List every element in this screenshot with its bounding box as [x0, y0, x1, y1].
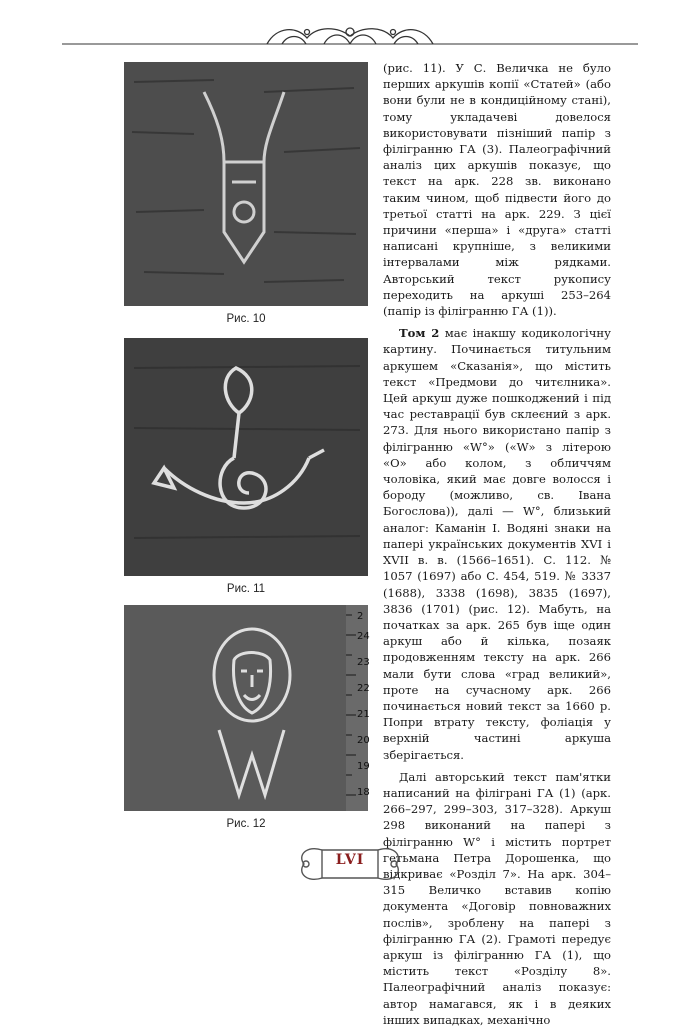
figure-11-photo: [124, 338, 368, 576]
ruler-mark: 23: [357, 657, 370, 668]
volume-2-heading: Том 2: [399, 326, 440, 341]
ruler-mark: 18: [357, 787, 370, 798]
watermark-face-w-icon: [124, 605, 368, 811]
header-ornament: [62, 18, 638, 58]
paragraph-2-text: має інакшу кодикологічну картину. Починається титульним аркушем «Сказанія», що містить текст «Предмови до читєлника». Цей аркуш дуже пошкоджений і під час реставрації був склеєний з арк. 273. Для нього використано папір з філігранню «W°» («W» з літерою «O» або колом, з обличчям чоловіка, який має довге волосся і бороду (можливо, св. Івана Богослова)), далі — W°, близький аналог: Каманін І. Водяні знаки на папері українських документів XVI і XVII в. в. (1566–1651). С. 112. № 1057 (1697) або С. 454, 519. № 3337 (1688), 3338 (1698), 3835 (1697), 3836 (1701) (рис. 12). Мабуть, на початках за арк. 265 був іще один аркуш або й кілька, позаяк продовженням тексту на арк. 266 мали бути слова «град великий», проте на сучасному арк. 266 починається новий текст за 1660 р. Попри втрату тексту, фоліація у верхній частині аркуша зберігається.: [383, 326, 611, 762]
ruler-mark: 21: [357, 709, 370, 720]
ruler-mark: 22: [357, 683, 370, 694]
figure-12-photo: [124, 605, 368, 811]
figure-11-caption: Рис. 11: [226, 583, 266, 595]
ruler-mark: 2: [357, 611, 364, 622]
figure-10-photo: [124, 62, 368, 306]
figure-12-caption: Рис. 12: [226, 818, 266, 830]
ruler-mark: 19: [357, 761, 370, 772]
ruler-mark: 20: [357, 735, 370, 746]
ruler-mark: 24: [357, 631, 370, 642]
watermark-horns-icon: [124, 62, 368, 306]
body-text: [383, 60, 611, 1028]
footer-ornament: [292, 840, 408, 888]
paragraph-3: Далі авторський текст пам'ятки написаний на філіграні ГА (1) (арк. 266–297, 299–303, 317–328). Аркуш 298 виконаний на папері з філігранню W° і містить портрет гетьмана Петра Дорошенка, що відкриває «Розділ 7». На арк. 304–315 Величко вставив копію документа «Договір повноважних послів», зроблену на папері з філігранню ГА (2). Грамоті передує аркуш із філігранню ГА (1), що містить текст «Розділу 8». Палеографічний аналіз показує: автор намагався, як і в деяких інших випадках, механічно: [383, 769, 611, 1027]
watermark-posthorn-icon: [124, 338, 368, 576]
paragraph-2: [383, 325, 611, 762]
page-number: LVI: [335, 852, 365, 868]
figure-10-caption: Рис. 10: [226, 313, 266, 325]
paragraph-1: (рис. 11). У С. Величка не було перших аркушів копії «Статей» (або вони були не в кондиційному стані), тому укладачеві довелося використовувати пізніший папір з філігранню ГА (3). Палеографічний аналіз цих аркушів показує, що текст на арк. 228 зв. виконано таким чином, щоб підвести його до третьої статті на арк. 229. З цієї причини «перша» і «друга» статті написані крупніше, з великими інтервалами між рядками. Авторський текст рукопису переходить на аркуші 253–264 (папір із філігранню ГА (1)).: [383, 61, 611, 319]
